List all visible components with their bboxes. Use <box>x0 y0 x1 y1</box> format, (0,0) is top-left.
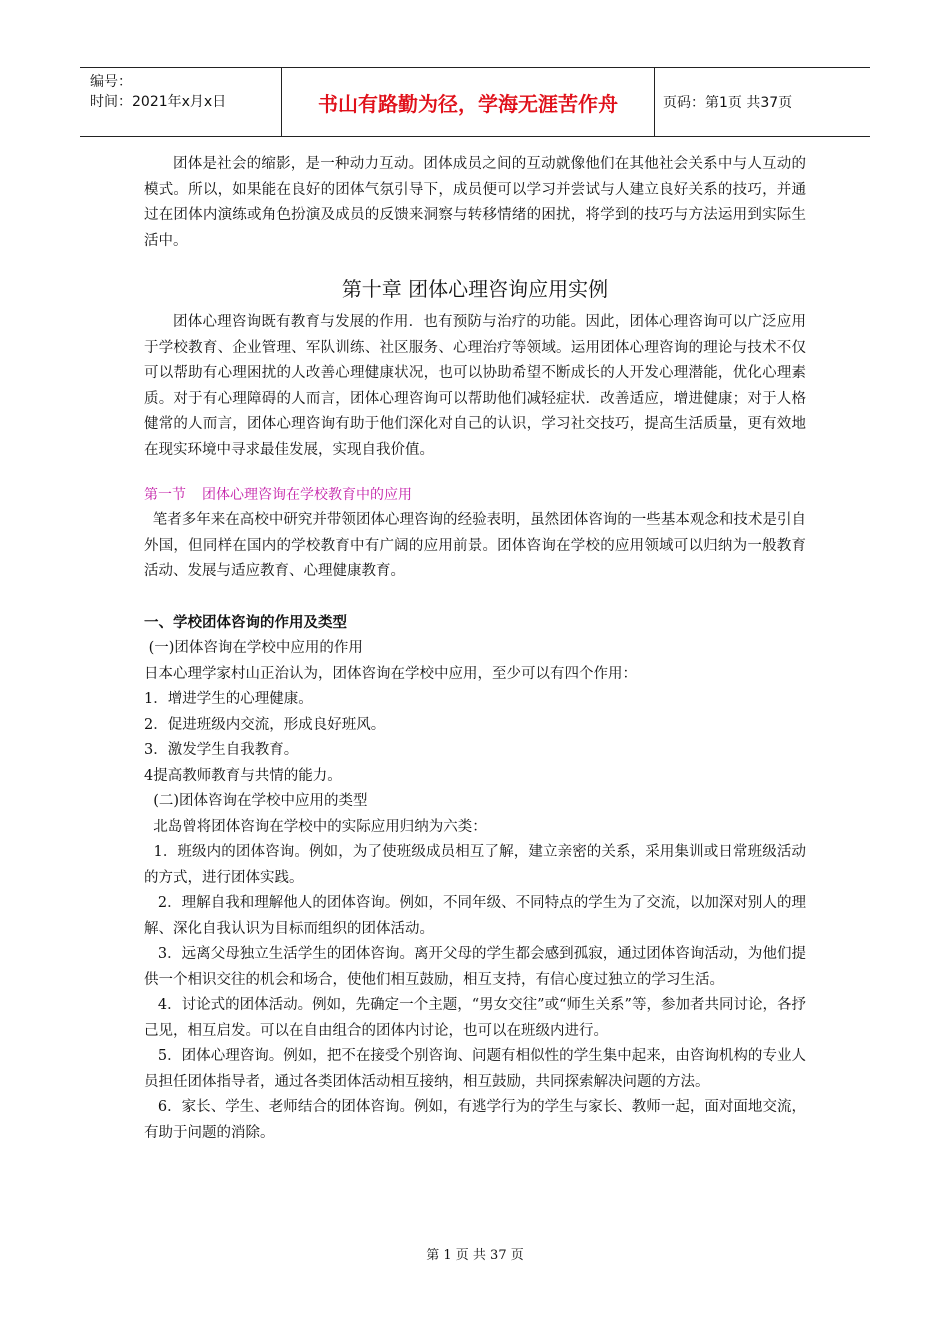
number-label: 编号： <box>90 74 132 90</box>
intro-paragraph: 团体是社会的缩影，是一种动力互动。团体成员之间的互动就像他们在其他社会关系中与人互动的模式。所以，如果能在良好的团体气氛引导下，成员便可以学习并尝试与人建立良好关系的技巧，并通过在团体内演练或角色扮演及成员的反馈来洞察与转移情绪的困扰，将学到的技巧与方法运用到实际生活中。 <box>144 156 806 249</box>
subheading-one: (一)团体咨询在学校中应用的作用 <box>144 640 363 656</box>
type-item: 3．远离父母独立生活学生的团体咨询。离开父母的学生都会感到孤寂，通过团体咨询活动，为他们提供一个相识交往的机会和场合，使他们相互鼓励，相互支持，有信心度过独立的学习生活。 <box>144 946 806 988</box>
chapter-paragraph: 团体心理咨询既有教育与发展的作用．也有预防与治疗的功能。因此，团体心理咨询可以广泛应用于学校教育、企业管理、军队训练、社区服务、心理治疗等领域。运用团体心理咨询的理论与技术不仅可以帮助有心理困扰的人改善心理健康状况，也可以协助希望不断成长的人开发心理潜能，优化心理素质。对于有心理障碍的人而言，团体心理咨询可以帮助他们减轻症状．改善适应，增进健康；对于人格健常的人而言，团体心理咨询有助于他们深化对自己的认识，学习社交技巧，提高生活质量，更有效地在现实环境中寻求最佳发展，实现自我价值。 <box>144 314 806 458</box>
type-item: 1．班级内的团体咨询。例如，为了使班级成员相互了解，建立亲密的关系，采用集训或日常班级活动的方式，进行团体实践。 <box>144 844 806 886</box>
page-header <box>80 67 870 137</box>
section-paragraph: 笔者多年来在高校中研究并带领团体心理咨询的经验表明，虽然团体咨询的一些基本观念和技术是引自外国，但同样在国内的学校教育中有广阔的应用前景。团体咨询在学校的应用领域可以归纳为一般教育活动、发展与适应教育、心理健康教育。 <box>144 512 806 579</box>
type-item: 4．讨论式的团体活动。例如，先确定一个主题，“男女交往”或“师生关系”等，参加者共同讨论，各抒己见，相互启发。可以在自由组合的团体内讨论，也可以在班级内进行。 <box>144 997 807 1039</box>
role-item: 2．促进班级内交流，形成良好班风。 <box>144 716 386 733</box>
heading-one: 一、学校团体咨询的作用及类型 <box>144 614 347 631</box>
header-meta <box>80 68 282 136</box>
role-item: 4提高教师教育与共情的能力。 <box>144 767 342 784</box>
role-item: 1．增进学生的心理健康。 <box>144 691 313 707</box>
date-label: 时间：2021年x月x日 <box>90 94 227 110</box>
document-body <box>144 152 806 1146</box>
section-number: 第一节 <box>144 487 186 503</box>
type-item: 6．家长、学生、老师结合的团体咨询。例如，有逃学行为的学生与家长、教师一起，面对面地交流，有助于问题的消除。 <box>144 1099 806 1141</box>
header-page-info: 页码：第1页 共37页 <box>663 95 793 111</box>
role-item: 3．激发学生自我教育。 <box>144 742 299 758</box>
page-footer: 第 1 页 共 37 页 <box>426 1248 524 1263</box>
subheading-one-intro: 日本心理学家村山正治认为，团体咨询在学校中应用，至少可以有四个作用： <box>144 665 637 682</box>
chapter-title: 第十章 团体心理咨询应用实例 <box>341 277 609 301</box>
type-item: 5．团体心理咨询。例如，把不在接受个别咨询、问题有相似性的学生集中起来，由咨询机构的专业人员担任团体指导者，通过各类团体活动相互接纳，相互鼓励，共同探索解决问题的方法。 <box>144 1048 806 1090</box>
type-item: 2．理解自我和理解他人的团体咨询。例如，不同年级、不同特点的学生为了交流，以加深对别人的理解、深化自我认识为目标而组织的团体活动。 <box>144 895 806 937</box>
subheading-two-intro: 北岛曾将团体咨询在学校中的实际应用归纳为六类： <box>144 818 487 835</box>
section-heading <box>144 483 806 508</box>
subheading-two: (二)团体咨询在学校中应用的类型 <box>144 793 368 809</box>
header-motto: 书山有路勤为径，学海无涯苦作舟 <box>282 68 655 136</box>
section-title: 团体心理咨询在学校教育中的应用 <box>202 487 412 503</box>
